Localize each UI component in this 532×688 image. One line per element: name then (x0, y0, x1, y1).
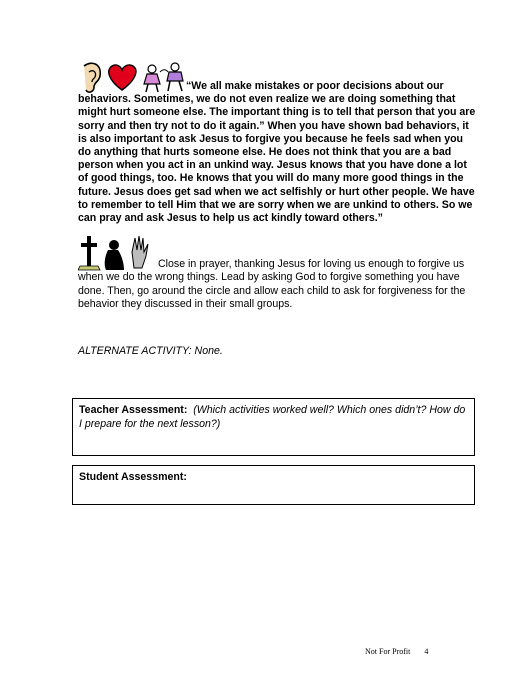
page-footer (365, 647, 428, 656)
footer-text: Not For Profit (365, 647, 411, 656)
closing-message-paragraph (78, 80, 478, 225)
student-assessment-box[interactable] (72, 465, 475, 505)
alternate-activity: ALTERNATE ACTIVITY: None. (78, 345, 223, 357)
prayer-body: when we do the wrong things. Lead by asking God to forgive something you have done. Then, go around the circle and allow each child to ask for forgiveness for the behavior they discussed in their small groups. (78, 271, 466, 310)
quote-first-line: “We all make mistakes or poor decisions about our (186, 80, 444, 92)
student-assessment-label: Student Assessment: (79, 471, 187, 483)
quote-body: behaviors. Sometimes, we do not even realize we are doing something that might hurt someone else. The important thing is to tell that person that you are sorry and then try not to do it again.” When you have shown bad behaviors, it is also important to ask Jesus to forgive you because he feels sad when you do anything that hurts someone else. He does not think that you are a bad person when you act in an unkind way. Jesus knows that you have done a lot of good things, too. He knows that you will do many more good things in the future. Jesus does get sad when we act selfishly or hurt other people. We have to remember to tell Him that we are sorry when we are unkind to others. So we can pray and ask Jesus to help us act kindly toward others.” (78, 93, 476, 225)
teacher-assessment-box[interactable] (72, 398, 475, 456)
teacher-assessment-prompt: (Which activities worked well? Which ones didn’t? How do I prepare for the next lesson?) (79, 404, 466, 430)
prayer-instruction-paragraph (78, 258, 478, 311)
page-number: 4 (424, 647, 429, 656)
teacher-assessment-label: Teacher Assessment: (79, 404, 188, 416)
prayer-first-line: Close in prayer, thanking Jesus for loving us enough to forgive us (158, 258, 465, 270)
